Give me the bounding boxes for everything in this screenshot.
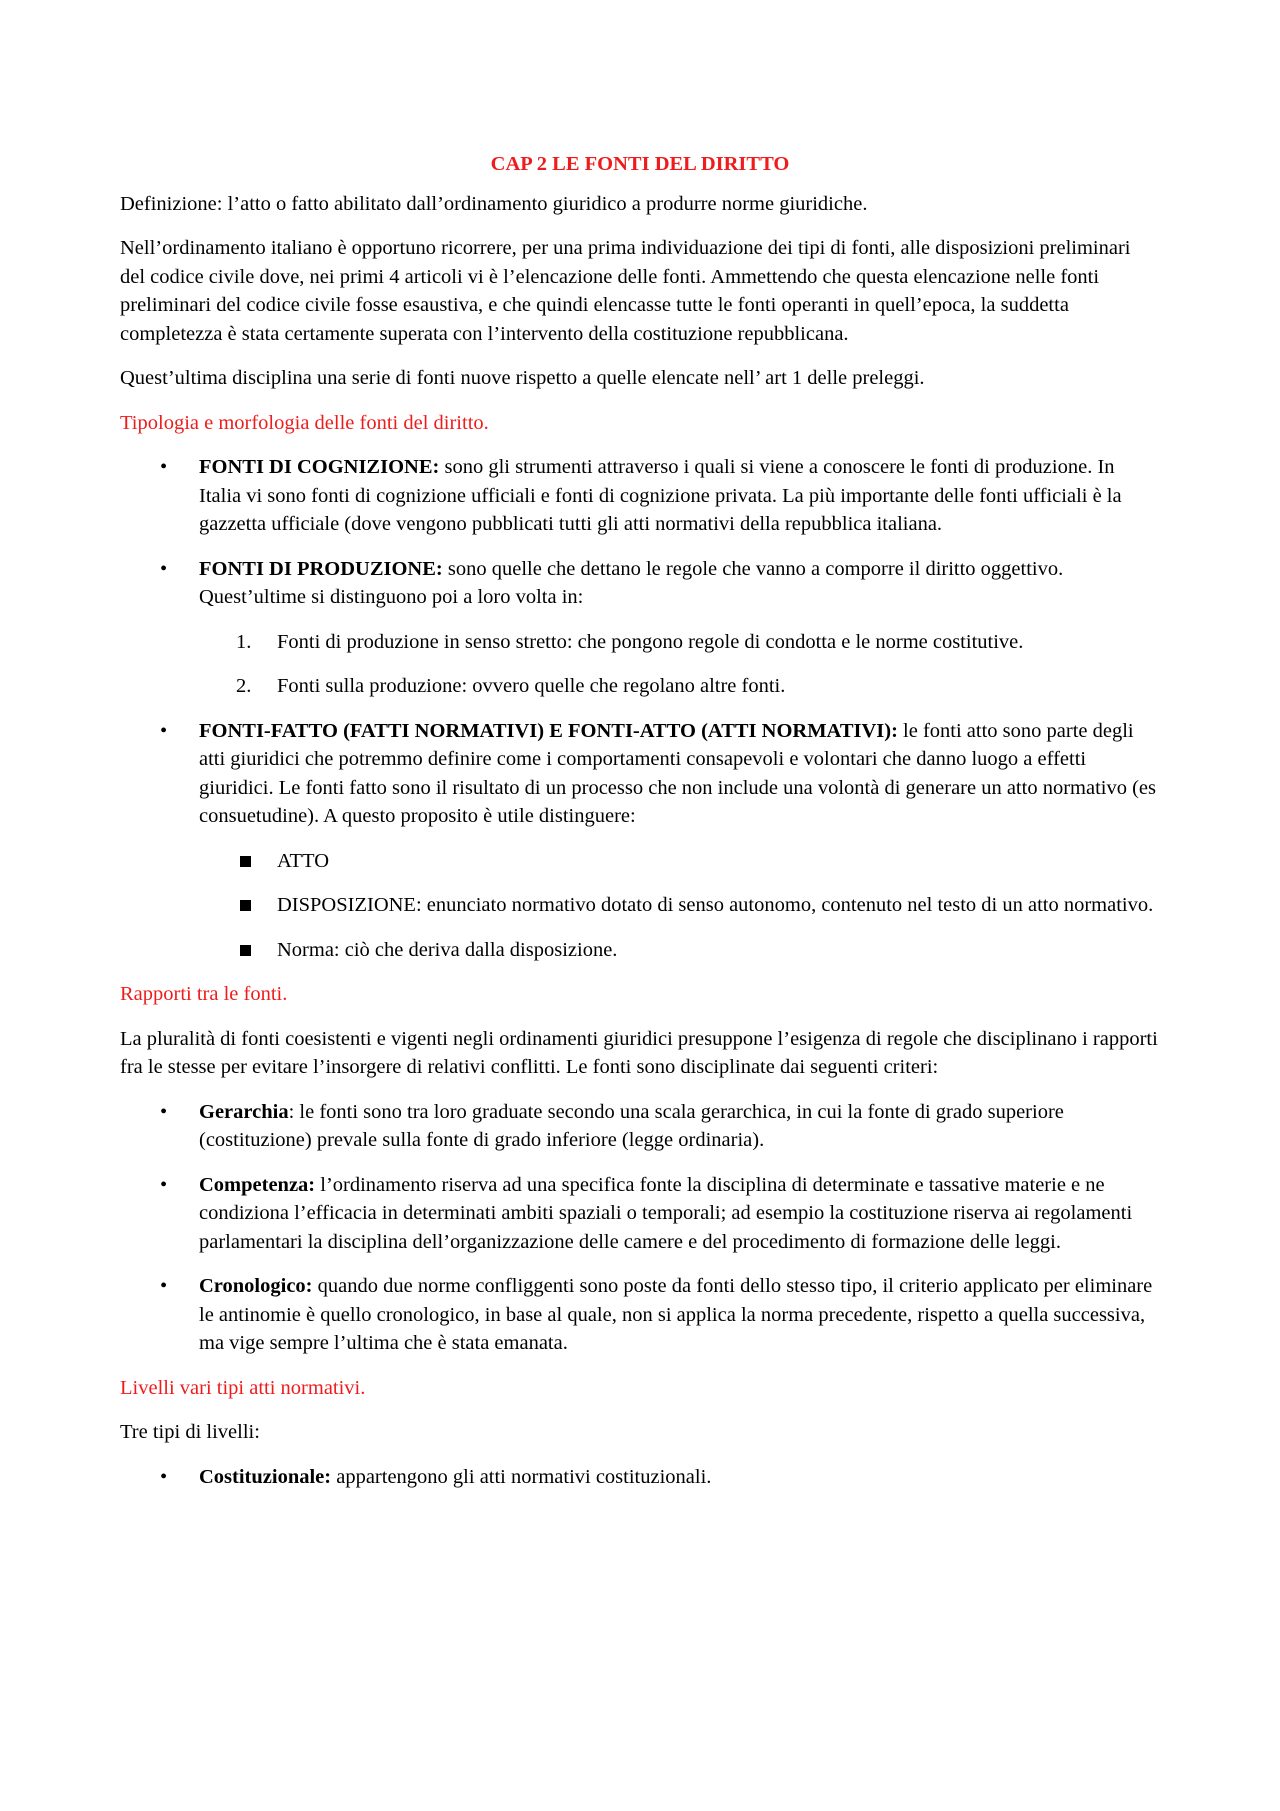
square-item bbox=[120, 847, 1160, 876]
list-item-text: le fonti atto sono parte degli atti giuridici che potremmo definire come i comportamenti consapevoli e volontari che danno luogo a effetti giuridici. Le fonti fatto sono il risultato di un processo che non include una volontà di generare un atto normativo (es consuetudine). A questo proposito è utile distinguere: bbox=[199, 719, 1156, 827]
section-heading-tipologia: Tipologia e morfologia delle fonti del diritto. bbox=[120, 411, 489, 434]
list-item-term: Gerarchia bbox=[199, 1100, 289, 1123]
bullet-icon: • bbox=[160, 1275, 168, 1297]
list-item-term: Costituzionale: bbox=[199, 1465, 332, 1488]
list-item bbox=[120, 717, 1160, 831]
square-bullet-icon bbox=[240, 856, 251, 867]
paragraph-definition: Definizione: l’atto o fatto abilitato dall’ordinamento giuridico a produrre norme giuridiche. bbox=[120, 192, 868, 215]
numbered-item-text: Fonti sulla produzione: ovvero quelle che regolano altre fonti. bbox=[277, 675, 786, 697]
list-item-term: FONTI-FATTO (FATTI NORMATIVI) E FONTI-ATTO (ATTI NORMATIVI): bbox=[199, 719, 898, 742]
list-item bbox=[120, 1098, 1160, 1155]
page-title: CAP 2 LE FONTI DEL DIRITTO bbox=[490, 153, 790, 175]
square-item bbox=[120, 936, 1160, 965]
item-number: 2. bbox=[236, 675, 252, 697]
section-heading-rapporti: Rapporti tra le fonti. bbox=[120, 983, 288, 1005]
numbered-item-text: Fonti di produzione in senso stretto: che pongono regole di condotta e le norme costitutive. bbox=[277, 630, 1024, 653]
bullet-icon: • bbox=[160, 1100, 168, 1123]
list-item-text: sono gli strumenti attraverso i quali si viene a conoscere le fonti di produzione. In Italia vi sono fonti di cognizione ufficiali e fonti di cognizione privata. La più importante delle fonti ufficiali è la gazzetta ufficiale (dove vengono pubblicati tutti gli atti normativi della repubblica italiana. bbox=[199, 456, 1122, 535]
paragraph-pluralita: La pluralità di fonti coesistenti e vigenti negli ordinamenti giuridici presuppone l’esigenza di regole che disciplinano i rapporti fra le stesse per evitare l’insorgere di relativi conflitti. Le fonti sono disciplinate dai seguenti criteri: bbox=[120, 1027, 1158, 1078]
list-item-term: Competenza: bbox=[199, 1173, 316, 1196]
square-item bbox=[120, 891, 1160, 920]
item-number: 1. bbox=[236, 630, 252, 653]
list-item-text: quando due norme confliggenti sono poste da fonti dello stesso tipo, il criterio applicato per eliminare le antinomie è quello cronologico, in base al quale, non si applica la norma precedente, rispetto a quella successiva, ma vige sempre l’ultima che è stata emanata. bbox=[199, 1275, 1153, 1354]
list-item-text: appartengono gli atti normativi costituzionali. bbox=[331, 1465, 712, 1488]
distinzioni-square-list bbox=[120, 847, 1160, 965]
square-item-text: ATTO bbox=[277, 849, 330, 872]
fonti-list-continued bbox=[120, 717, 1160, 831]
list-item bbox=[120, 555, 1160, 612]
bullet-icon: • bbox=[160, 456, 168, 478]
list-item-term: Cronologico: bbox=[199, 1275, 313, 1297]
paragraph-ordinamento: Nell’ordinamento italiano è opportuno ricorrere, per una prima individuazione dei tipi di fonti, alle disposizioni preliminari del codice civile dove, nei primi 4 articoli vi è l’elencazione delle fonti. Ammettendo che questa elencazione nelle fonti preliminari del codice civile fosse esaustiva, e che quindi elencasse tutte le fonti operanti in quell’epoca, la suddetta completezza è stata certamente superata con l’intervento della costituzione repubblicana. bbox=[120, 237, 1131, 345]
bullet-icon: • bbox=[160, 1173, 168, 1196]
square-bullet-icon bbox=[240, 945, 251, 956]
numbered-item bbox=[120, 628, 1160, 657]
section-heading-livelli: Livelli vari tipi atti normativi. bbox=[120, 1376, 366, 1399]
list-item-text: sono quelle che dettano le regole che vanno a comporre il diritto oggettivo. Quest’ultime si distinguono poi a loro volta in: bbox=[199, 557, 1064, 608]
list-item bbox=[120, 1171, 1160, 1257]
paragraph-tre-tipi: Tre tipi di livelli: bbox=[120, 1421, 260, 1443]
livelli-list bbox=[120, 1463, 1160, 1492]
list-item bbox=[120, 1272, 1160, 1358]
document-body bbox=[120, 150, 1160, 1507]
square-item-text: DISPOSIZIONE: enunciato normativo dotato di senso autonomo, contenuto nel testo di un atto normativo. bbox=[277, 894, 1154, 916]
square-bullet-icon bbox=[240, 900, 251, 911]
list-item-term: FONTI DI PRODUZIONE: bbox=[199, 557, 443, 580]
list-item-text: l’ordinamento riserva ad una specifica fonte la disciplina di determinate e tassative materie e ne condiziona l’efficacia in determinati ambiti spaziali o temporali; ad esempio la costituzione riserva ai regolamenti parlamentari la disciplina dell’organizzazione delle camere e del procedimento di formazione delle leggi. bbox=[199, 1173, 1133, 1253]
list-item bbox=[120, 453, 1160, 539]
list-item bbox=[120, 1463, 1160, 1492]
square-item-text: Norma: ciò che deriva dalla disposizione. bbox=[277, 938, 618, 961]
paragraph-costituzione: Quest’ultima disciplina una serie di fonti nuove rispetto a quelle elencate nell’ art 1 delle preleggi. bbox=[120, 367, 925, 389]
numbered-item bbox=[120, 672, 1160, 701]
fonti-list bbox=[120, 453, 1160, 612]
list-item-term: FONTI DI COGNIZIONE: bbox=[199, 456, 440, 478]
produzione-numbered-list bbox=[120, 628, 1160, 701]
bullet-icon: • bbox=[160, 719, 168, 742]
bullet-icon: • bbox=[160, 1465, 168, 1488]
bullet-icon: • bbox=[160, 557, 168, 580]
criteri-list bbox=[120, 1098, 1160, 1358]
list-item-text: : le fonti sono tra loro graduate secondo una scala gerarchica, in cui la fonte di grado superiore (costituzione) prevale sulla fonte di grado inferiore (legge ordinaria). bbox=[199, 1100, 1064, 1151]
